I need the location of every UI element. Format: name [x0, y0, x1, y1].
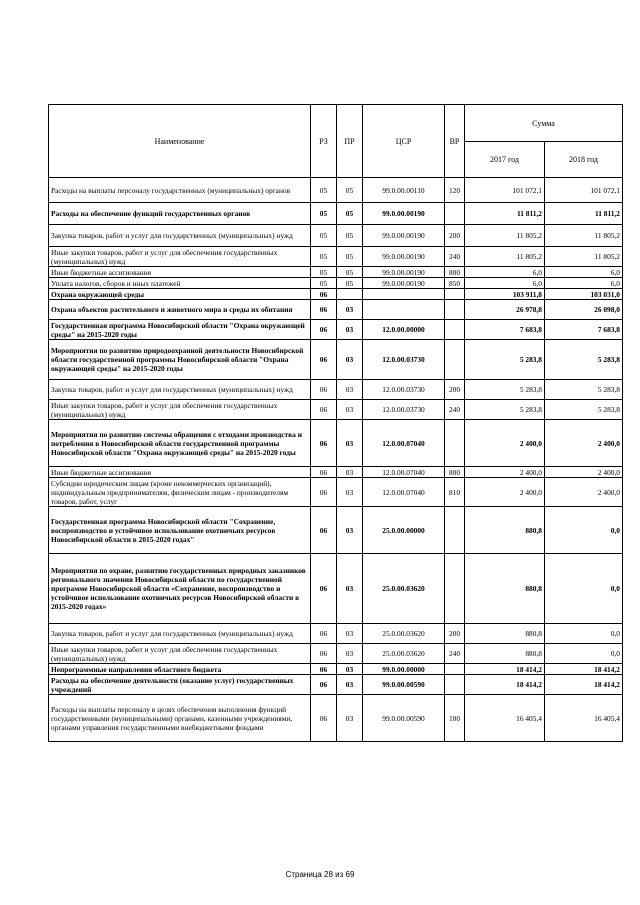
cell-pr: 03 — [337, 554, 363, 624]
cell-vr: 200 — [445, 380, 465, 400]
cell-v2017: 2 400,0 — [465, 478, 545, 507]
header-csr: ЦСР — [363, 105, 445, 178]
cell-pr: 03 — [337, 380, 363, 400]
cell-rz: 05 — [311, 278, 337, 289]
header-pr: ПР — [337, 105, 363, 178]
table-row — [49, 203, 623, 225]
cell-v2018: 0,0 — [545, 624, 623, 644]
cell-name: Расходы на выплаты персоналу государственных (муниципальных) органов — [49, 178, 311, 203]
table-row — [49, 225, 623, 247]
cell-csr: 99.0.00.00590 — [363, 675, 445, 695]
cell-v2018: 101 072,1 — [545, 178, 623, 203]
cell-v2018: 11 805,2 — [545, 247, 623, 267]
cell-rz: 06 — [311, 289, 337, 300]
cell-name: Расходы на обеспечение функций государственных органов — [49, 203, 311, 225]
cell-v2018: 5 283,8 — [545, 380, 623, 400]
cell-vr — [445, 289, 465, 300]
cell-vr — [445, 420, 465, 467]
cell-csr: 12.0.00.00000 — [363, 320, 445, 340]
cell-csr: 99.0.00.00190 — [363, 203, 445, 225]
cell-vr: 850 — [445, 278, 465, 289]
table-row — [49, 478, 623, 507]
cell-csr — [363, 300, 445, 320]
cell-pr: 03 — [337, 695, 363, 742]
cell-csr: 25.0.00.03620 — [363, 554, 445, 624]
cell-vr — [445, 554, 465, 624]
table-row — [49, 400, 623, 420]
header-vr: ВР — [445, 105, 465, 178]
cell-v2017: 5 283,8 — [465, 400, 545, 420]
cell-pr: 03 — [337, 675, 363, 695]
cell-rz: 06 — [311, 420, 337, 467]
cell-pr: 05 — [337, 203, 363, 225]
cell-pr: 03 — [337, 507, 363, 554]
cell-v2018: 5 283,8 — [545, 340, 623, 380]
cell-pr: 05 — [337, 225, 363, 247]
cell-v2017: 2 400,0 — [465, 420, 545, 467]
cell-v2017: 103 911,8 — [465, 289, 545, 300]
header-sum: Сумма — [465, 105, 623, 142]
cell-rz: 05 — [311, 247, 337, 267]
cell-rz: 06 — [311, 467, 337, 478]
cell-v2017: 11 805,2 — [465, 247, 545, 267]
cell-csr — [363, 289, 445, 300]
cell-csr: 99.0.00.00190 — [363, 278, 445, 289]
cell-name: Закупка товаров, работ и услуг для государственных (муниципальных) нужд — [49, 380, 311, 400]
cell-csr: 99.0.00.00190 — [363, 247, 445, 267]
cell-v2017: 2 400,0 — [465, 467, 545, 478]
cell-pr — [337, 289, 363, 300]
cell-csr: 25.0.00.03620 — [363, 644, 445, 664]
cell-vr — [445, 300, 465, 320]
cell-name: Уплата налогов, сборов и иных платежей — [49, 278, 311, 289]
cell-v2017: 5 283,8 — [465, 380, 545, 400]
cell-vr: 200 — [445, 225, 465, 247]
cell-vr: 800 — [445, 467, 465, 478]
cell-name: Охрана объектов растительного и животного мира и среды их обитания — [49, 300, 311, 320]
table-row — [49, 664, 623, 675]
cell-v2018: 5 283,8 — [545, 400, 623, 420]
cell-v2018: 2 400,0 — [545, 478, 623, 507]
cell-v2017: 880,8 — [465, 554, 545, 624]
table-row — [49, 624, 623, 644]
table-row — [49, 554, 623, 624]
cell-rz: 06 — [311, 675, 337, 695]
cell-rz: 06 — [311, 300, 337, 320]
cell-pr: 03 — [337, 400, 363, 420]
cell-vr — [445, 507, 465, 554]
cell-v2018: 0,0 — [545, 507, 623, 554]
cell-rz: 05 — [311, 178, 337, 203]
cell-name: Мероприятия по охране, развитию государственных природных заказников регионального значения Новосибирской области по государственной программе Новосибирской области «Сохранение, воспроизводство и устойчивое использование охотничьих ресурсов Новосибирской области в 2015-2020 годах» — [49, 554, 311, 624]
cell-v2018: 6,0 — [545, 267, 623, 278]
header-year-2017: 2017 год — [465, 142, 545, 178]
cell-pr: 03 — [337, 340, 363, 380]
cell-pr: 03 — [337, 300, 363, 320]
cell-pr: 03 — [337, 644, 363, 664]
cell-rz: 06 — [311, 320, 337, 340]
cell-csr: 99.0.00.00190 — [363, 225, 445, 247]
cell-pr: 05 — [337, 247, 363, 267]
cell-pr: 03 — [337, 664, 363, 675]
cell-name: Закупка товаров, работ и услуг для государственных (муниципальных) нужд — [49, 225, 311, 247]
cell-rz: 06 — [311, 380, 337, 400]
cell-vr: 240 — [445, 400, 465, 420]
cell-vr — [445, 203, 465, 225]
cell-rz: 06 — [311, 644, 337, 664]
cell-v2018: 16 405,4 — [545, 695, 623, 742]
cell-csr: 12.0.00.03730 — [363, 340, 445, 380]
cell-rz: 06 — [311, 400, 337, 420]
cell-name: Расходы на выплаты персоналу в целях обеспечения выполнения функций государственными (муниципальными) органами, казенными учреждениями, органами управления государственными внебюджетными фондами — [49, 695, 311, 742]
cell-v2018: 11 811,2 — [545, 203, 623, 225]
table-row — [49, 278, 623, 289]
table-body — [49, 105, 623, 742]
cell-name: Охрана окружающей среды — [49, 289, 311, 300]
cell-name: Государственная программа Новосибирской области "Сохранение, воспроизводство и устойчивое использование охотничьих ресурсов Новосибирской области в 2015-2020 годах" — [49, 507, 311, 554]
table-row — [49, 695, 623, 742]
cell-v2018: 7 683,8 — [545, 320, 623, 340]
cell-v2017: 6,0 — [465, 267, 545, 278]
cell-v2017: 880,8 — [465, 624, 545, 644]
cell-name: Мероприятия по развитию природоохранной деятельности Новосибирской области государственной программы Новосибирской области "Охрана окружающей среды" на 2015-2020 годы — [49, 340, 311, 380]
cell-rz: 06 — [311, 664, 337, 675]
table-row — [49, 320, 623, 340]
cell-v2017: 11 811,2 — [465, 203, 545, 225]
table-row — [49, 267, 623, 278]
cell-v2018: 0,0 — [545, 644, 623, 664]
cell-vr — [445, 340, 465, 380]
cell-csr: 12.0.00.03730 — [363, 380, 445, 400]
table-row — [49, 300, 623, 320]
cell-csr: 12.0.00.07040 — [363, 420, 445, 467]
cell-name: Иные закупки товаров, работ и услуг для обеспечения государственных (муниципальных) нужд — [49, 644, 311, 664]
cell-vr: 120 — [445, 178, 465, 203]
budget-table — [48, 104, 623, 742]
cell-rz: 06 — [311, 554, 337, 624]
cell-name: Расходы на обеспечение деятельности (оказание услуг) государственных учреждений — [49, 675, 311, 695]
cell-pr: 05 — [337, 178, 363, 203]
cell-vr: 240 — [445, 644, 465, 664]
cell-vr — [445, 675, 465, 695]
header-year-2018: 2018 год — [545, 142, 623, 178]
cell-csr: 12.0.00.07040 — [363, 478, 445, 507]
cell-vr: 200 — [445, 624, 465, 644]
cell-csr: 99.0.00.00000 — [363, 664, 445, 675]
table-row — [49, 644, 623, 664]
cell-vr: 240 — [445, 247, 465, 267]
cell-vr — [445, 320, 465, 340]
header-name: Наименование — [49, 105, 311, 178]
table-row — [49, 675, 623, 695]
cell-name: Закупка товаров, работ и услуг для государственных (муниципальных) нужд — [49, 624, 311, 644]
cell-rz: 05 — [311, 203, 337, 225]
cell-v2017: 18 414,2 — [465, 664, 545, 675]
cell-csr: 99.0.00.00190 — [363, 267, 445, 278]
cell-v2017: 11 805,2 — [465, 225, 545, 247]
table-row — [49, 467, 623, 478]
cell-v2017: 5 283,8 — [465, 340, 545, 380]
table-row — [49, 380, 623, 400]
page-number: Страница 28 из 69 — [285, 870, 355, 879]
cell-name: Непрограммные направления областного бюджета — [49, 664, 311, 675]
cell-rz: 06 — [311, 695, 337, 742]
cell-v2018: 18 414,2 — [545, 675, 623, 695]
cell-csr: 25.0.00.03620 — [363, 624, 445, 644]
cell-pr: 05 — [337, 278, 363, 289]
cell-name: Мероприятия по развитию системы обращения с отходами производства и потребления в Новосибирской области государственной программы Новосибирской области "Охрана окружающей среды" на 2015-2020 годы — [49, 420, 311, 467]
cell-v2017: 6,0 — [465, 278, 545, 289]
cell-name: Иные бюджетные ассигнования — [49, 467, 311, 478]
table-row — [49, 178, 623, 203]
table-row — [49, 289, 623, 300]
cell-pr: 03 — [337, 478, 363, 507]
cell-v2017: 26 978,8 — [465, 300, 545, 320]
cell-rz: 06 — [311, 340, 337, 380]
table-row — [49, 247, 623, 267]
cell-name: Иные бюджетные ассигнования — [49, 267, 311, 278]
cell-rz: 05 — [311, 267, 337, 278]
cell-pr: 03 — [337, 624, 363, 644]
cell-name: Иные закупки товаров, работ и услуг для обеспечения государственных (муниципальных) нужд — [49, 400, 311, 420]
cell-vr: 100 — [445, 695, 465, 742]
cell-v2017: 101 072,1 — [465, 178, 545, 203]
header-row-1 — [49, 105, 623, 142]
cell-rz: 06 — [311, 624, 337, 644]
table-row — [49, 340, 623, 380]
cell-csr: 25.0.00.00000 — [363, 507, 445, 554]
cell-v2018: 103 031,0 — [545, 289, 623, 300]
cell-vr: 810 — [445, 478, 465, 507]
cell-v2018: 18 414,2 — [545, 664, 623, 675]
cell-pr: 03 — [337, 420, 363, 467]
cell-rz: 06 — [311, 507, 337, 554]
cell-rz: 05 — [311, 225, 337, 247]
cell-v2017: 880,8 — [465, 644, 545, 664]
cell-v2018: 26 098,0 — [545, 300, 623, 320]
cell-v2018: 6,0 — [545, 278, 623, 289]
cell-csr: 12.0.00.07040 — [363, 467, 445, 478]
cell-v2017: 18 414,2 — [465, 675, 545, 695]
header-rz: РЗ — [311, 105, 337, 178]
cell-pr: 03 — [337, 320, 363, 340]
cell-v2018: 0,0 — [545, 554, 623, 624]
cell-v2018: 2 400,0 — [545, 467, 623, 478]
cell-name: Субсидии юридическим лицам (кроме некоммерческих организаций), индивидуальным предпринимателям, физическим лицам - производителям товаров, работ, услуг — [49, 478, 311, 507]
cell-v2017: 880,8 — [465, 507, 545, 554]
cell-v2018: 2 400,0 — [545, 420, 623, 467]
cell-v2018: 11 805,2 — [545, 225, 623, 247]
cell-csr: 99.0.00.00110 — [363, 178, 445, 203]
table-row — [49, 507, 623, 554]
cell-name: Иные закупки товаров, работ и услуг для обеспечения государственных (муниципальных) нужд — [49, 247, 311, 267]
cell-name: Государственная программа Новосибирской области "Охрана окружающей среды" на 2015-2020 годы — [49, 320, 311, 340]
cell-csr: 99.0.00.00590 — [363, 695, 445, 742]
table-row — [49, 420, 623, 467]
cell-vr — [445, 664, 465, 675]
cell-pr: 03 — [337, 467, 363, 478]
cell-csr: 12.0.00.03730 — [363, 400, 445, 420]
cell-v2017: 16 405,4 — [465, 695, 545, 742]
cell-v2017: 7 683,8 — [465, 320, 545, 340]
cell-pr: 05 — [337, 267, 363, 278]
cell-vr: 800 — [445, 267, 465, 278]
cell-rz: 06 — [311, 478, 337, 507]
